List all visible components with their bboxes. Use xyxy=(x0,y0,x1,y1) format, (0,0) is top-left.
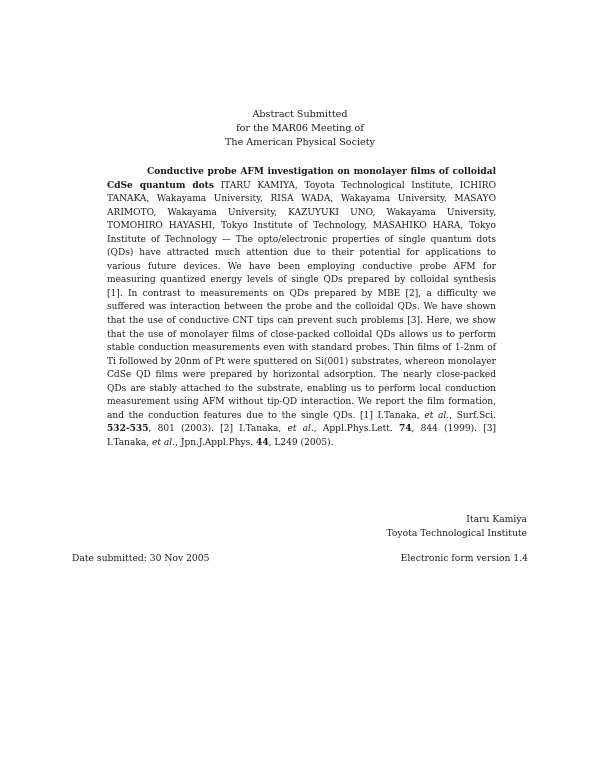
ref2-etal: et al. xyxy=(287,424,314,435)
submitter-signature xyxy=(386,513,527,541)
ref1-rest: , 801 (2003). xyxy=(148,424,221,435)
header-line-society: The American Physical Society xyxy=(225,137,375,148)
ref1-prefix: [1] I.Tanaka, xyxy=(355,410,425,421)
submitter-affiliation: Toyota Technological Institute xyxy=(386,528,527,539)
abstract-title: Conductive probe AFM investigation on monolayer films of colloidal CdSe quantum dots xyxy=(107,167,496,191)
submission-header xyxy=(0,108,600,150)
ref2-rest: , 844 (1999). xyxy=(411,424,484,435)
abstract-text: — The opto/electronic properties of single quantum dots (QDs) have attracted much attention due to their potential for applications to various future devices. We have been employing conductive probe AFM for measuring quantized energy levels of single QDs prepared by colloidal synthesis [1]. In contrast to measurements on QDs prepared by MBE [2], a difficulty we suffered was interaction between the probe and the colloidal QDs. We have shown that the use of conductive CNT tips can prevent such problems [3]. Here, we show that the use of monolayer films of close-packed colloidal QDs allows us to perform stable conduction measurements even with standard probes. Thin films of 1-2nm of Ti followed by 20nm of Pt were sputtered on Si(001) substrates, whereon monolayer CdSe QD films were prepared by horizontal adsorption. The nearly close-packed QDs are stably attached to the substrate, enabling us to perform local conduction measurement using AFM without tip-QD interaction. We report the film formation, and the conduction features due to the single QDs. xyxy=(107,234,496,421)
header-line-meeting: for the MAR06 Meeting of xyxy=(236,123,364,134)
author-list: ITARU KAMIYA, Toyota Technological Institute, ICHIRO TANAKA, Wakayama University, RISA WADA, Wakayama University, MASAYO ARIMOTO, Wakayama University, KAZUYUKI UNO, Wakayama University, TOMOHIRO HAYASHI, Tokyo Institute of Technology, MASAHIKO HARA, Tokyo Institute of Technology xyxy=(107,180,496,245)
header-line-abstract-submitted: Abstract Submitted xyxy=(252,109,348,120)
ref1-journal: , Surf.Sci. xyxy=(449,410,497,421)
ref3-journal: , Jpn.J.Appl.Phys. xyxy=(175,437,257,448)
form-version: Electronic form version 1.4 xyxy=(400,553,528,564)
abstract-body xyxy=(107,166,496,450)
submitter-name: Itaru Kamiya xyxy=(466,514,527,525)
date-submitted: Date submitted: 30 Nov 2005 xyxy=(72,553,210,564)
ref3-etal: et al. xyxy=(152,437,176,448)
ref2-volume: 74 xyxy=(398,424,412,435)
ref3-rest: , L249 (2005). xyxy=(268,437,334,448)
ref2-journal: , Appl.Phys.Lett. xyxy=(313,424,399,435)
ref2-prefix: [2] I.Tanaka, xyxy=(220,424,288,435)
ref3-prefix: [3] I.Tanaka, xyxy=(107,424,496,448)
ref1-volume: 532-535 xyxy=(107,424,149,435)
ref1-etal: et al. xyxy=(424,410,450,421)
ref3-volume: 44 xyxy=(256,437,269,448)
